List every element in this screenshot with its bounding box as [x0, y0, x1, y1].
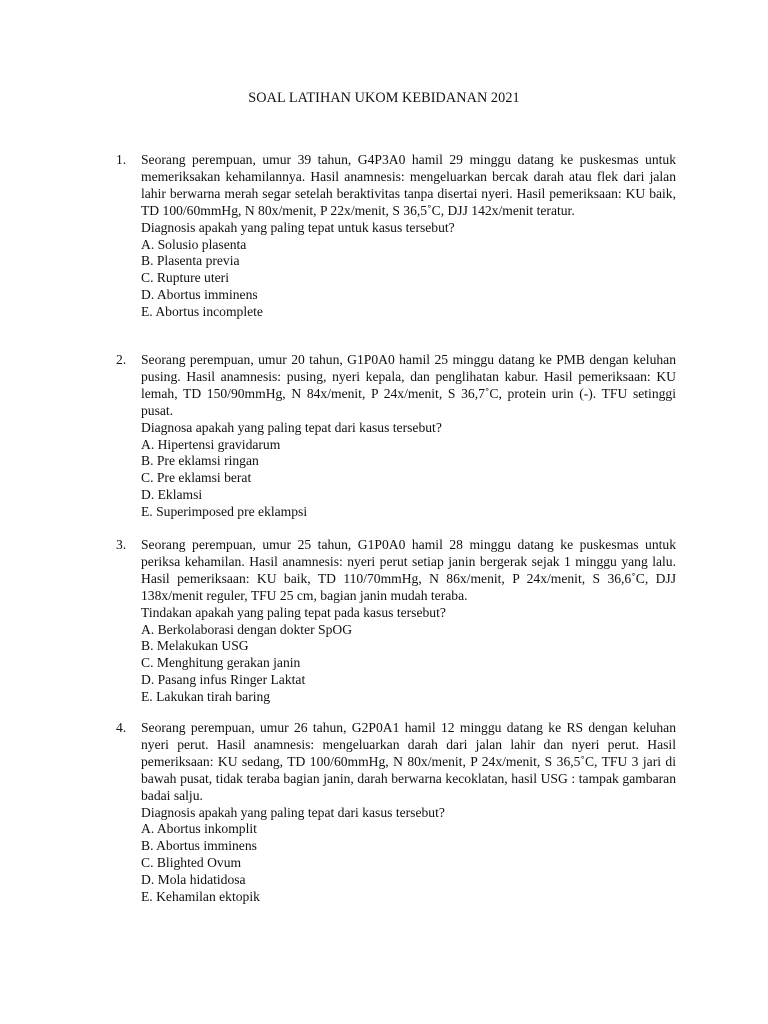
question-stem: Seorang perempuan, umur 20 tahun, G1P0A0 hamil 25 minggu datang ke PMB dengan keluhan pusing. Hasil anamnesis: pusing, nyeri kepala, dan penglihatan kabur. Hasil pemeriksaan: KU lemah, TD 150/90mmHg, N 84x/menit, P 24x/menit, S 36,7˚C, protein urin (-). TFU setinggi pusat. [141, 352, 676, 418]
document-title: SOAL LATIHAN UKOM KEBIDANAN 2021 [248, 90, 520, 106]
answer-option-b: B. Melakukan USG [141, 638, 249, 654]
answer-option-b: B. Plasenta previa [141, 253, 240, 269]
answer-option-e: E. Superimposed pre eklampsi [141, 504, 308, 520]
question-2 [116, 352, 676, 521]
answer-option-d: D. Abortus imminens [141, 287, 258, 303]
answer-options [141, 237, 676, 322]
answer-option-b: B. Abortus imminens [141, 838, 257, 854]
question-number: 3. [116, 537, 127, 552]
question-prompt: Diagnosis apakah yang paling tepat dari kasus tersebut? [141, 804, 445, 820]
question-3 [116, 537, 676, 706]
question-4 [116, 720, 676, 906]
answer-option-a: A. Abortus inkomplit [141, 821, 257, 837]
answer-options [141, 821, 676, 906]
answer-option-d: D. Mola hidatidosa [141, 872, 246, 888]
answer-option-e: E. Lakukan tirah baring [141, 689, 271, 705]
answer-option-e: E. Kehamilan ektopik [141, 889, 260, 905]
answer-options [141, 437, 676, 522]
question-number: 2. [116, 352, 127, 367]
answer-option-a: A. Solusio plasenta [141, 236, 247, 252]
question-number: 1. [116, 152, 127, 167]
question-prompt: Diagnosa apakah yang paling tepat dari kasus tersebut? [141, 419, 442, 435]
answer-option-b: B. Pre eklamsi ringan [141, 453, 259, 469]
answer-option-c: C. Blighted Ovum [141, 855, 242, 871]
question-stem: Seorang perempuan, umur 26 tahun, G2P0A1 hamil 12 minggu datang ke RS dengan keluhan nyeri perut. Hasil anamnesis: mengeluarkan darah dari jalan lahir dan nyeri perut. Hasil pemeriksaan: KU sedang, TD 100/60mmHg, N 80x/menit, P 24x/menit, S 36,5˚C, TFU 3 jari di bawah pusat, tidak teraba bagian janin, darah berwarna kecoklatan, hasil USG : tampak gambaran badai salju. [141, 720, 676, 803]
answer-option-a: A. Hipertensi gravidarum [141, 436, 281, 452]
question-1 [116, 152, 676, 321]
question-stem: Seorang perempuan, umur 25 tahun, G1P0A0 hamil 28 minggu datang ke puskesmas untuk periksa kehamilan. Hasil anamnesis: nyeri perut setiap janin bergerak sejak 1 minggu yang lalu. Hasil pemeriksaan: KU baik, TD 110/70mmHg, N 86x/menit, P 24x/menit, S 36,6˚C, DJJ 138x/menit reguler, TFU 25 cm, bagian janin mudah teraba. [141, 537, 676, 603]
question-prompt: Tindakan apakah yang paling tepat pada kasus tersebut? [141, 604, 446, 620]
answer-option-c: C. Rupture uteri [141, 270, 229, 286]
answer-option-c: C. Menghitung gerakan janin [141, 655, 301, 671]
answer-option-c: C. Pre eklamsi berat [141, 470, 252, 486]
question-prompt: Diagnosis apakah yang paling tepat untuk kasus tersebut? [141, 219, 455, 235]
answer-option-a: A. Berkolaborasi dengan dokter SpOG [141, 621, 353, 637]
question-number: 4. [116, 720, 127, 735]
answer-option-e: E. Abortus incomplete [141, 304, 263, 320]
answer-option-d: D. Pasang infus Ringer Laktat [141, 672, 306, 688]
question-stem: Seorang perempuan, umur 39 tahun, G4P3A0 hamil 29 minggu datang ke puskesmas untuk memeriksakan kehamilannya. Hasil anamnesis: mengeluarkan bercak darah atau flek dari jalan lahir berwarna merah segar setelah beraktivitas tanpa disertai nyeri. Hasil pemeriksaan: KU baik, TD 100/60mmHg, N 80x/menit, P 22x/menit, S 36,5˚C, DJJ 142x/menit teratur. [141, 152, 676, 218]
answer-option-d: D. Eklamsi [141, 487, 203, 503]
answer-options [141, 622, 676, 707]
